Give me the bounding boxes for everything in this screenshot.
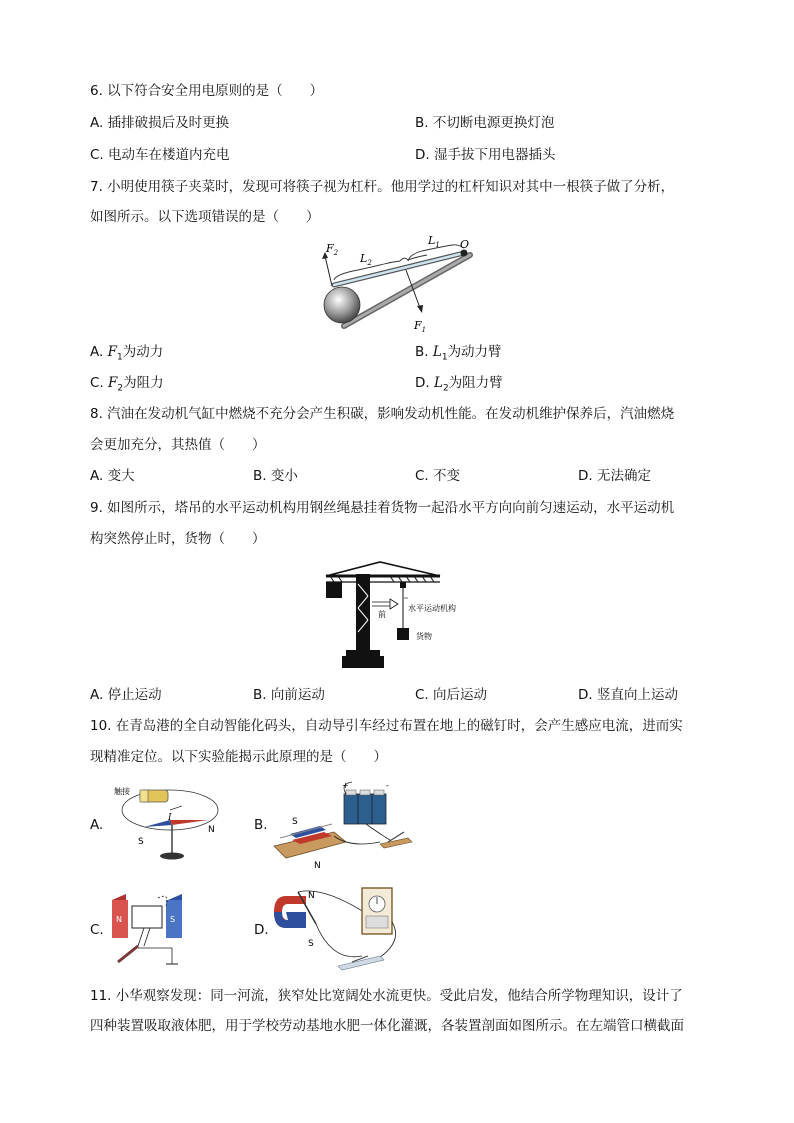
q6-option-c: C. 电动车在楼道内充电	[90, 147, 230, 163]
rotating-coil-figure	[108, 884, 190, 970]
q10-option-b-label: B.	[254, 817, 268, 833]
oersted-experiment-figure	[110, 780, 222, 866]
chopstick-lever-figure	[312, 228, 482, 338]
l1-label: $L_1$	[428, 234, 440, 249]
svg-text:-: -	[386, 781, 389, 790]
q10-stem-line1: 10. 在青岛港的全自动智能化码头，自动导引车经过布置在地上的磁钉时，会产生感应电流，进而实	[90, 718, 683, 734]
q9-option-b: B. 向前运动	[253, 687, 325, 703]
l2-label: $L_2$	[360, 252, 372, 267]
q8-option-b: B. 变小	[253, 468, 298, 484]
q6-option-d: D. 湿手拔下用电器插头	[415, 147, 556, 163]
q10-option-a-label: A.	[90, 817, 104, 833]
q7-option-c: C. $F_2$为阻力	[90, 375, 164, 394]
svg-text:I: I	[168, 813, 172, 823]
svg-text:+: +	[342, 781, 349, 790]
q6-stem: 6. 以下符合安全用电原则的是（ ）	[90, 83, 324, 99]
motor-experiment-figure	[270, 778, 420, 870]
cargo-label: 货物	[416, 632, 432, 641]
q11-stem-line2: 四种装置吸取液体肥，用于学校劳动基地水肥一体化灌溉，各装置剖面如图所示。在左端管口横截面	[90, 1018, 684, 1034]
mechanism-label: 水平运动机构	[408, 604, 456, 613]
svg-text:S: S	[170, 915, 176, 924]
q10-option-d-label: D.	[254, 922, 269, 938]
q10-stem-line2: 现精准定位。以下实验能揭示此原理的是（ ）	[90, 749, 387, 765]
q8-option-d: D. 无法确定	[578, 468, 651, 484]
f2-label: $F_2$	[326, 242, 339, 257]
f1-label: $F_1$	[414, 319, 427, 334]
q9-option-d: D. 竖直向上运动	[578, 687, 678, 703]
svg-text:触接: 触接	[114, 787, 130, 796]
q6-option-a: A. 插排破损后及时更换	[90, 115, 230, 131]
o-label: O	[460, 238, 470, 251]
q9-stem-line2: 构突然停止时，货物（ ）	[90, 531, 266, 547]
q8-stem-line2: 会更加充分，其热值（ ）	[90, 437, 266, 453]
q6-option-b: B. 不切断电源更换灯泡	[415, 115, 555, 131]
q11-stem-line1: 11. 小华观察发现：同一河流，狭窄处比宽阔处水流更快。受此启发，他结合所学物理知识，设计了	[90, 988, 683, 1004]
q8-option-a: A. 变大	[90, 468, 135, 484]
q7-option-b: B. $L_1$为动力臂	[415, 344, 502, 363]
tower-crane-figure	[320, 560, 480, 672]
svg-text:N: N	[314, 861, 321, 870]
q9-option-c: C. 向后运动	[415, 687, 488, 703]
svg-text:S: S	[308, 939, 314, 949]
q8-stem-line1: 8. 汽油在发动机气缸中燃烧不充分会产生积碳，影响发动机性能。在发动机维护保养后，汽油燃烧	[90, 406, 675, 422]
electromagnetic-induction-figure	[272, 882, 412, 976]
q9-stem-line1: 9. 如图所示，塔吊的水平运动机构用钢丝绳悬挂着货物一起沿水平方向向前匀速运动，水平运动机	[90, 500, 675, 516]
svg-text:N: N	[116, 915, 122, 924]
q10-option-c-label: C.	[90, 922, 104, 938]
q9-option-a: A. 停止运动	[90, 687, 162, 703]
svg-text:N: N	[308, 891, 315, 901]
svg-text:S: S	[292, 817, 298, 827]
svg-text:N: N	[208, 825, 215, 835]
q8-option-c: C. 不变	[415, 468, 461, 484]
q7-option-a: A. $F_1$为动力	[90, 344, 164, 363]
front-label: 前	[378, 610, 386, 619]
q7-stem-line2: 如图所示。以下选项错误的是（ ）	[90, 209, 320, 225]
q7-stem-line1: 7. 小明使用筷子夹菜时，发现可将筷子视为杠杆。他用学过的杠杆知识对其中一根筷子做了分析，	[90, 179, 675, 195]
q7-option-d: D. $L_2$为阻力臂	[415, 375, 503, 394]
svg-text:S: S	[138, 837, 144, 847]
